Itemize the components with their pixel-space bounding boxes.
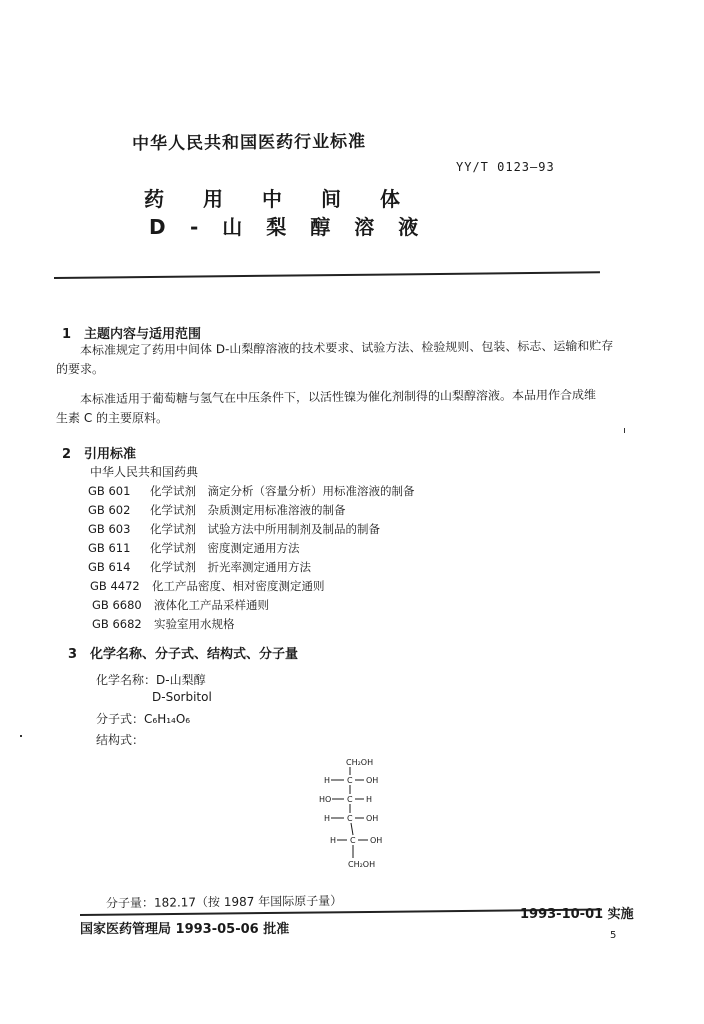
reference-title: 液体化工产品采样通则 bbox=[154, 598, 269, 612]
page-number: 5 bbox=[610, 930, 617, 941]
structure-label: 结构式： bbox=[96, 733, 145, 747]
reference-title: 化学试剂 试验方法中所用制剂及制品的制备 bbox=[150, 522, 380, 536]
structure-right-group: OH bbox=[366, 814, 379, 823]
section1-para1-line2: 的要求。 bbox=[56, 362, 105, 376]
scan-speck bbox=[624, 428, 625, 433]
structure-left-atom: H bbox=[330, 836, 337, 845]
english-name: D-Sorbitol bbox=[152, 690, 212, 704]
section1-para2-line1: 本标准适用于葡萄糖与氢气在中压条件下，以活性镍为催化剂制得的山梨醇溶液。本品用作合成维 bbox=[79, 387, 597, 407]
structure-left-atom: H bbox=[324, 814, 331, 823]
reference-code: GB 611 bbox=[88, 541, 131, 555]
structure-right-group: OH bbox=[366, 776, 379, 785]
reference-code: GB 6682 bbox=[92, 617, 142, 631]
reference-item bbox=[90, 578, 325, 594]
standard-number: YY/T 0123—93 bbox=[456, 160, 555, 174]
reference-code: GB 603 bbox=[88, 522, 131, 536]
implementation-date: 1993-10-01 实施 bbox=[520, 907, 634, 922]
reference-title: 化学试剂 滴定分析（容量分析）用标准溶液的制备 bbox=[150, 484, 415, 498]
structure-carbon: C bbox=[347, 795, 353, 804]
section1-para1-line1: 本标准规定了药用中间体 D-山梨醇溶液的技术要求、试验方法、检验规则、包装、标志、运输和贮存 bbox=[79, 338, 614, 358]
reference-code: GB 601 bbox=[88, 484, 131, 498]
molecular-formula-value: C₆H₁₄O₆ bbox=[144, 712, 191, 726]
chemical-name: 化学名称：D-山梨醇 bbox=[96, 673, 206, 687]
issuing-organization: 中华人民共和国医药行业标准 bbox=[131, 131, 367, 155]
section3-heading: 3 化学名称、分子式、结构式、分子量 bbox=[68, 647, 299, 662]
document-title-line2: D-山梨醇溶液 bbox=[149, 215, 443, 239]
reference-item bbox=[92, 597, 269, 613]
header-divider bbox=[54, 271, 600, 279]
structure-left-atom: H bbox=[324, 776, 331, 785]
reference-title: 化工产品密度、相对密度测定通则 bbox=[152, 579, 325, 593]
structure-carbon: C bbox=[347, 814, 353, 823]
reference-title: 化学试剂 杂质测定用标准溶液的制备 bbox=[150, 503, 346, 517]
reference-item bbox=[92, 616, 235, 632]
reference-code: GB 602 bbox=[88, 503, 131, 517]
reference-item bbox=[88, 483, 415, 499]
structural-formula bbox=[308, 755, 404, 875]
molecular-formula bbox=[96, 710, 190, 727]
structure-bond bbox=[351, 823, 353, 835]
structure-top-group: CH₂OH bbox=[346, 758, 374, 767]
reference-title: 化学试剂 折光率测定通用方法 bbox=[150, 560, 311, 574]
structure-carbon: C bbox=[347, 776, 353, 785]
structure-carbon: C bbox=[350, 836, 356, 845]
reference-intro: 中华人民共和国药典 bbox=[90, 465, 199, 479]
structure-right-atom: H bbox=[366, 795, 373, 804]
approval-date: 国家医药管理局 1993-05-06 批准 bbox=[80, 922, 290, 937]
structure-right-group: OH bbox=[370, 836, 383, 845]
section2-heading: 2 引用标准 bbox=[62, 447, 137, 462]
scan-speck bbox=[20, 735, 22, 737]
reference-code: GB 6680 bbox=[92, 598, 142, 612]
reference-code: GB 4472 bbox=[90, 579, 140, 593]
reference-item bbox=[88, 502, 346, 518]
section1-heading: 1 主题内容与适用范围 bbox=[62, 327, 202, 342]
section1-para2-line2: 生素 C 的主要原料。 bbox=[56, 411, 169, 425]
reference-code: GB 614 bbox=[88, 560, 131, 574]
reference-item bbox=[88, 559, 311, 575]
structure-left-group: HO bbox=[319, 795, 332, 804]
reference-item bbox=[88, 540, 300, 556]
reference-item bbox=[88, 521, 380, 537]
molecular-formula-label: 分子式： bbox=[96, 712, 145, 726]
structure-bottom-group: CH₂OH bbox=[348, 860, 376, 869]
molecular-weight: 分子量：182.17（按 1987 年国际原子量） bbox=[105, 893, 343, 911]
document-title-line1: 药用中间体 bbox=[144, 187, 439, 211]
reference-title: 实验室用水规格 bbox=[154, 617, 235, 631]
reference-title: 化学试剂 密度测定通用方法 bbox=[150, 541, 300, 555]
